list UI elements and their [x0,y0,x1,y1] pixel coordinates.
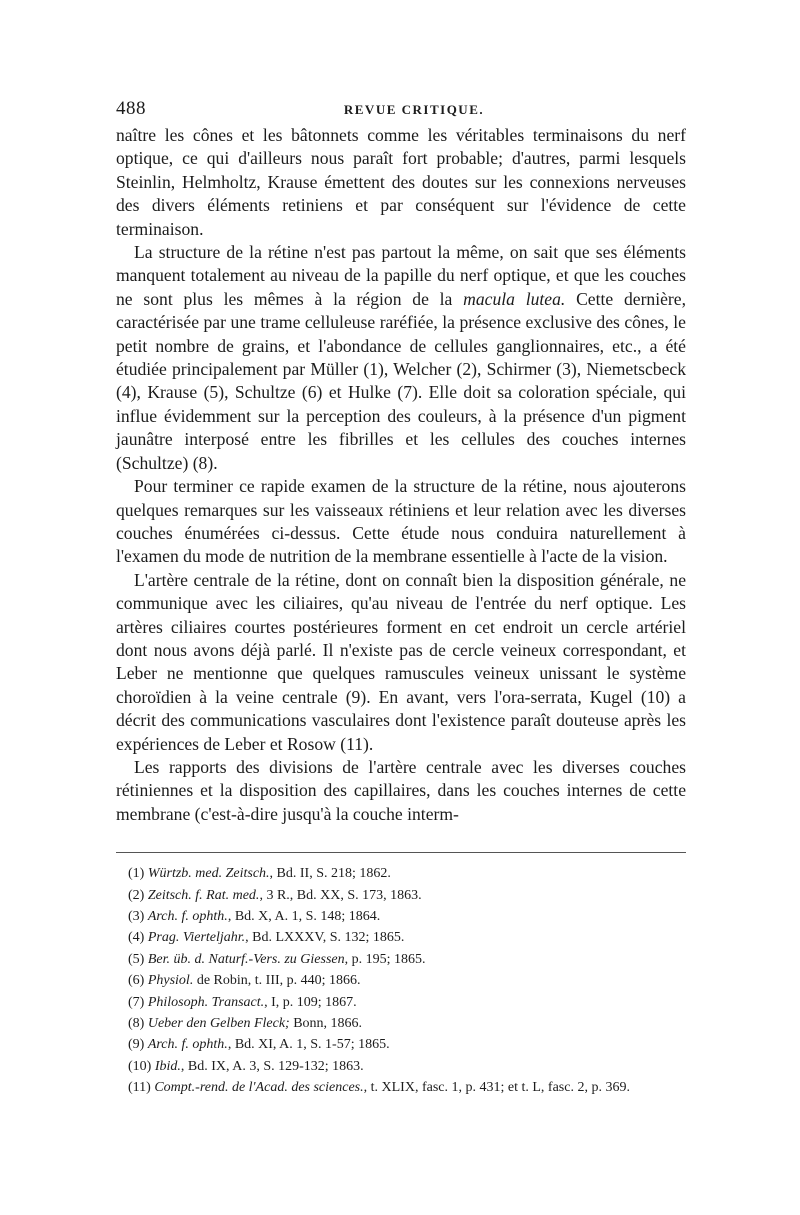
body-text [116,124,686,826]
text-run: , Bd. XI, A. 1, S. 1-57; 1865. [227,1037,390,1053]
journal-title: REVUE CRITIQUE. [343,102,485,117]
paragraph [116,241,686,475]
italic-text: Compt.-rend. de l'Acad. des sciences. [154,1080,364,1096]
italic-text: Zeitsch. f. Rat. med. [147,887,260,903]
footnote [128,906,686,927]
footnote [128,970,686,991]
italic-text: Arch. f. ophth. [147,909,228,924]
text-run: de Robin, t. III, p. 440; 1866. [193,973,361,989]
text-run: (7) [128,994,148,1010]
text-run: (5) [128,951,148,967]
text-run: Cette dernière, caractérisée par une trame celluleuse raréfiée, la présence exclusive des cônes, le petit nombre de grains, et l'abondance de cellules ganglionnaires, etc., a été étudiée principalement par Müller (1), Welcher (2), Schirmer (3), Niemetscbeck (4), Krause (5), Schultze (6) et Hulke (7). Elle doit sa coloration spéciale, qui influe évidemment sur la perception des couleurs, à la présence d'un pigment jaunâtre interposé entre les fibrilles et les cellules des couches internes (Schultze) (8). [116,288,686,473]
text-run: (11) [128,1080,155,1096]
text-run: La structure de la rétine n'est pas partout la même, on sait que ses éléments manquent totalement au niveau de la papille du nerf optique, et que les couches ne sont plus les mêmes à la région de la [116,242,686,309]
text-run: (1) [128,866,148,882]
text-run: (3) [128,909,148,924]
text-run: naître les cônes et les bâtonnets comme les véritables terminaisons du nerf optique, ce qui d'ailleurs nous paraît fort probable; d'autres, parmi lesquels Steinlin, Helmholtz, Krause émettent des doutes sur les connexions nerveuses des divers éléments retiniens et par conséquent sur l'évidence de cette terminaison. [116,125,686,239]
italic-text: Arch. f. ophth. [147,1037,228,1053]
text-run: (6) [128,973,148,989]
text-run: Bonn, 1866. [289,1016,363,1032]
footnotes [116,863,686,1098]
text-run: (9) [128,1037,148,1053]
text-run: , I, p. 109; 1867. [264,994,357,1010]
italic-text: Philosoph. Transact. [147,994,265,1010]
text-run: (2) [128,887,148,903]
footnote [128,1013,686,1034]
text-run: , Bd. IX, A. 3, S. 129-132; 1863. [180,1058,364,1074]
text-run: (10) [128,1058,155,1074]
paragraph [116,124,686,241]
text-run: Pour terminer ce rapide examen de la structure de la rétine, nous ajouterons quelques remarques sur les vaisseaux rétiniens et leur relation avec les diverses couches énumérées ci-dessus. Cette étude nous conduira naturellement à l'examen du mode de nutrition de la membrane essentielle à l'acte de la vision. [116,476,686,567]
text-run: , t. XLIX, fasc. 1, p. 431; et t. L, fasc. 2, p. 369. [363,1080,630,1096]
page-number: 488 [116,98,146,119]
footnote [128,1056,686,1077]
italic-text: Ber. üb. d. Naturf.-Vers. zu Giessen [147,951,345,967]
text-run: , Bd. LXXXV, S. 132; 1865. [245,930,405,946]
text-run: (8) [128,1016,148,1032]
paragraph [116,756,686,826]
text-run: , Bd. II, S. 218; 1862. [269,866,391,882]
footnote [128,863,686,884]
text-run: Les rapports des divisions de l'artère centrale avec les diverses couches rétiniennes et la disposition des capillaires, dans les couches internes de cette membrane (c'est-à-dire jusqu'à la couche interm- [116,756,686,824]
footnote [128,949,686,970]
footnote [116,1077,698,1098]
italic-text: Physiol. [147,973,194,989]
running-head [116,98,686,120]
text-run: (4) [128,930,148,946]
footnote [128,927,686,948]
paragraph [116,475,686,569]
italic-text: Prag. Vierteljahr. [147,930,246,946]
book-page [116,98,686,1099]
text-run: , p. 195; 1865. [344,951,426,967]
text-run: , Bd. X, A. 1, S. 148; 1864. [227,909,381,924]
italic-text: Würtzb. med. Zeitsch. [147,866,270,882]
italic-text: Ibid. [154,1058,181,1074]
footnote-divider [116,852,686,853]
text-run: L'artère centrale de la rétine, dont on connaît bien la disposition générale, ne communique avec les ciliaires, qu'au niveau de l'entrée du nerf optique. Les artères ciliaires courtes postérieures forment en cet endroit un cercle artériel dont nous avons déjà parlé. Il n'existe pas de cercle veineux correspondant, et Leber ne mentionne que quelques ramuscules veineux unissant le système choroïdien à la veine centrale (9). En avant, vers l'ora-serrata, Kugel (10) a décrit des communications vasculaires dont l'existence paraît douteuse après les expériences de Leber et Rosow (11). [116,569,686,754]
paragraph [116,569,686,756]
italic-text: macula lutea. [463,288,566,309]
italic-text: Ueber den Gelben Fleck; [147,1016,290,1032]
footnote [128,885,686,906]
footnote [128,992,686,1013]
text-run: , 3 R., Bd. XX, S. 173, 1863. [259,887,422,903]
footnote [128,1034,686,1055]
